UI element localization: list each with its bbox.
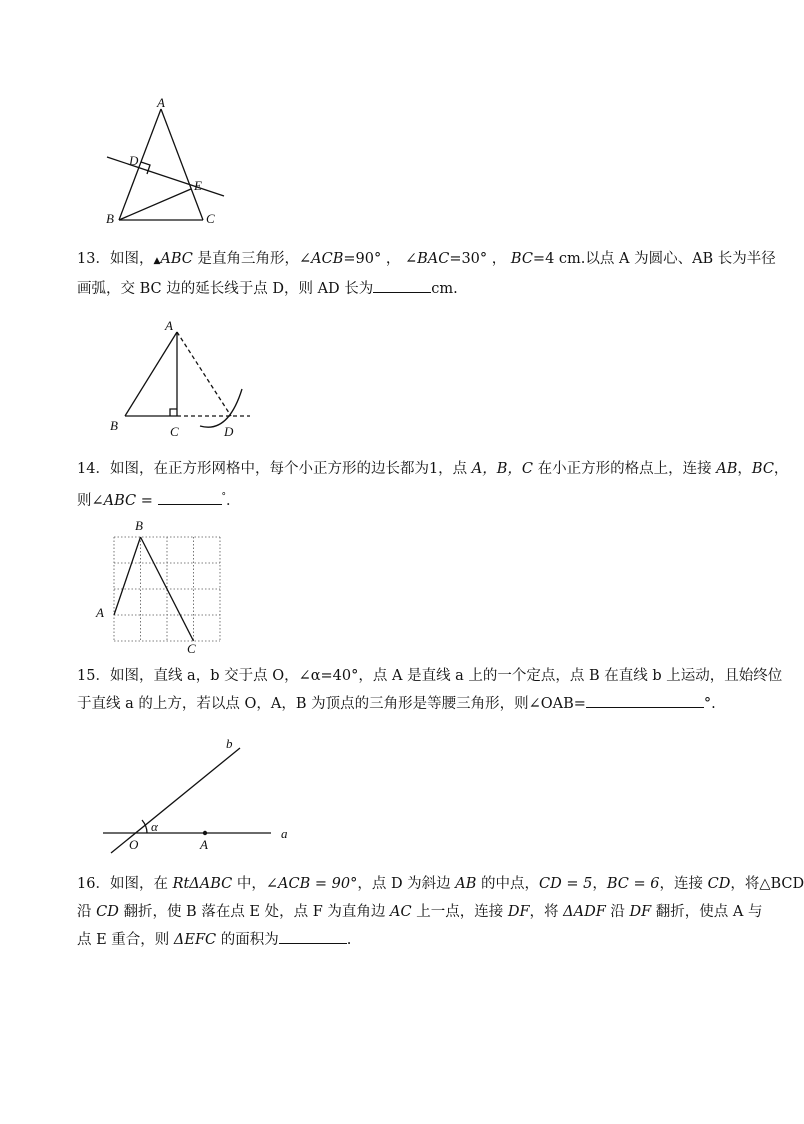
- text: ，: [592, 876, 607, 892]
- segment-ab: [114, 537, 141, 615]
- label-b: B: [106, 211, 114, 226]
- degree-mark: °: [221, 492, 227, 502]
- text: 是直角三角形，: [192, 251, 299, 267]
- text: 中，: [232, 876, 266, 892]
- text: .: [346, 932, 352, 948]
- math-angle-abc: ∠ABC: [91, 492, 137, 509]
- math-bc: BC: [510, 251, 533, 267]
- math-rt-abc: RtΔABC: [172, 876, 233, 892]
- label-a-point: A: [200, 837, 208, 852]
- text: ，点 D 为斜边: [357, 876, 456, 892]
- segment-ab: [119, 109, 161, 220]
- math-angle-acb: ∠ACB: [298, 251, 344, 267]
- label-o: O: [129, 837, 139, 852]
- question-13: [77, 245, 776, 303]
- math-abc: ABC: [160, 251, 193, 267]
- question-15: [77, 662, 783, 718]
- label-d: D: [224, 424, 234, 439]
- text: 翻折，使点 A 与: [651, 904, 763, 920]
- figure-q13: [100, 312, 260, 442]
- label-a: A: [96, 605, 104, 620]
- segment-ab: [125, 332, 177, 416]
- text: 如图，在正方形网格中，每个小正方形的边长都为1，点: [109, 461, 472, 477]
- math-efc: ΔEFC: [173, 932, 217, 948]
- text: ，将: [529, 904, 564, 920]
- math-ab: AB: [716, 461, 738, 477]
- text: ，: [737, 461, 752, 477]
- question-16: [77, 870, 804, 954]
- label-e: E: [194, 178, 202, 193]
- figure-q14: [88, 515, 238, 655]
- arc: [200, 389, 242, 427]
- math-points: A，B，C: [471, 461, 534, 477]
- text: °.: [703, 696, 716, 712]
- question-number: 13．: [77, 251, 110, 267]
- text: ，: [773, 461, 789, 477]
- label-b: B: [110, 418, 118, 433]
- dashed-ad: [177, 332, 231, 416]
- text: =90° ，: [343, 251, 401, 267]
- text: =: [136, 492, 158, 509]
- text: 如图，直线 a，b 交于点 O，∠α=40°，点 A 是直线 a 上的一个定点，点 B 在直线 b 上运动，且始终位: [109, 668, 783, 684]
- label-a: A: [157, 95, 165, 110]
- figure-q15: [95, 732, 305, 857]
- answer-blank[interactable]: [279, 927, 347, 944]
- text: 如图，: [109, 251, 154, 267]
- right-angle-mark: [141, 162, 150, 174]
- label-c: C: [187, 641, 196, 656]
- math-cd: CD = 5: [539, 876, 593, 892]
- math-angle-bac: ∠BAC: [404, 251, 450, 267]
- text: 沿: [605, 904, 630, 920]
- text: 沿: [77, 904, 97, 920]
- text: 上一点，连接: [411, 904, 508, 920]
- answer-blank[interactable]: [158, 488, 222, 505]
- text: 如图，在: [109, 876, 173, 892]
- question-14: [77, 455, 789, 515]
- math-df: DF: [507, 904, 530, 920]
- math-adf: ΔADF: [563, 904, 606, 920]
- text: 的面积为: [216, 932, 279, 948]
- text: ．: [226, 492, 241, 509]
- text: 的中点，: [476, 876, 540, 892]
- answer-blank[interactable]: [373, 276, 431, 293]
- perpendicular-bisector: [107, 157, 224, 196]
- math-ac: AC: [390, 904, 412, 920]
- math-df: DF: [629, 904, 652, 920]
- point-a: [203, 831, 207, 835]
- triangle-symbol: ▲: [153, 256, 161, 266]
- text: ，连接: [659, 876, 708, 892]
- question-number: 15．: [77, 668, 110, 684]
- label-alpha: α: [151, 819, 158, 834]
- right-angle-mark: [170, 409, 177, 416]
- segment-ac: [161, 109, 203, 220]
- label-a: A: [165, 318, 173, 333]
- text: ，将△BCD: [730, 876, 804, 892]
- text: =4 cm.以点 A 为圆心、AB 长为半径: [532, 251, 776, 267]
- segment-be: [119, 189, 191, 220]
- math-cd: CD: [707, 876, 731, 892]
- text: 在小正方形的格点上，连接: [533, 461, 717, 477]
- math-bc: BC = 6: [606, 876, 660, 892]
- math-ab: AB: [455, 876, 477, 892]
- text: 翻折，使 B 落在点 E 处，点 F 为直角边: [118, 904, 391, 920]
- text: 则: [77, 492, 92, 509]
- label-b: b: [226, 736, 233, 751]
- math-cd: CD: [96, 904, 119, 920]
- figure-q12: [100, 95, 230, 230]
- label-c: C: [170, 424, 179, 439]
- answer-blank[interactable]: [586, 691, 704, 708]
- label-c: C: [206, 211, 215, 226]
- question-number: 14．: [77, 461, 110, 477]
- text: 画弧，交 BC 边的延长线于点 D，则 AD 长为: [77, 281, 374, 297]
- question-number: 16．: [77, 876, 110, 892]
- label-b: B: [135, 518, 143, 533]
- label-a-line: a: [281, 826, 288, 841]
- math-angle-acb: ∠ACB = 90°: [265, 876, 358, 892]
- text: =30° ，: [449, 251, 507, 267]
- label-d: D: [129, 153, 139, 168]
- text: 于直线 a 的上方，若以点 O，A，B 为顶点的三角形是等腰三角形，则∠OAB=: [77, 696, 586, 712]
- text: cm.: [431, 281, 458, 297]
- text: 点 E 重合，则: [77, 932, 174, 948]
- math-bc: BC: [751, 461, 774, 477]
